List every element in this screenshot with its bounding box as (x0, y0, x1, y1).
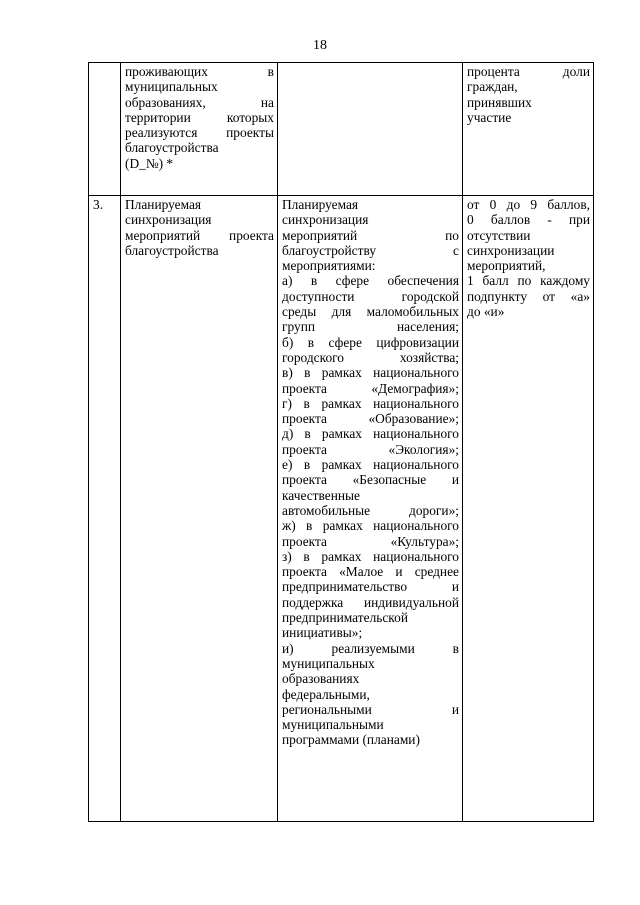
cell-text-line: е) в рамках национального (282, 457, 459, 473)
page-number: 18 (313, 38, 327, 53)
cell-text-line: доступности городской (282, 288, 459, 304)
cell-text-line: в) в рамках национального (282, 365, 459, 381)
cell-text-line: от 0 до 9 баллов, (467, 197, 590, 212)
cell-text-line: проекта «Безопасные и (282, 472, 459, 488)
table-row (89, 196, 594, 822)
cell-text-line: проекта «Экология»; (282, 441, 459, 457)
cell-text-line: ж) в рамках национального (282, 518, 459, 534)
criteria-table (88, 62, 594, 822)
cell-text-line: синхронизация (125, 212, 212, 228)
cell-text-line: мероприятий по (282, 227, 459, 243)
cell-text-line: г) в рамках национального (282, 395, 459, 411)
cell-text-line: Планируемая (125, 197, 202, 212)
cell-text-line: проекта «Культура»; (282, 533, 459, 549)
cell-text-line: благоустройства (125, 242, 219, 258)
cell-text-line: б) в сфере цифровизации (282, 334, 459, 350)
cell-text-line: муниципальными (282, 717, 384, 733)
cell-text-line: процента доли (467, 64, 590, 79)
cell-text-line: 0 баллов - при (467, 212, 590, 228)
criterion-cell (121, 63, 278, 196)
cell-text-line: проекта «Малое и среднее (282, 564, 459, 580)
cell-text-line: Планируемая (282, 197, 359, 212)
cell-text-line: федеральными, (282, 686, 370, 702)
table-row (89, 63, 594, 196)
cell-text-line: проживающих в (125, 64, 274, 79)
cell-text-line: 1 балл по каждому (467, 273, 590, 289)
score-cell (463, 63, 594, 196)
cell-text-line: подпункту от «а» (467, 288, 590, 304)
cell-text-line: среды для маломобильных (282, 304, 459, 320)
score-cell (463, 196, 594, 822)
criterion-cell (121, 196, 278, 822)
cell-text-line: городского хозяйства; (282, 349, 459, 365)
cell-text-line: мероприятий проекта (125, 227, 274, 243)
cell-text-line: автомобильные дороги»; (282, 502, 459, 518)
cell-text-line: мероприятиями: (282, 258, 376, 274)
cell-text-line: а) в сфере обеспечения (282, 273, 459, 289)
cell-text-line: качественные (282, 487, 360, 503)
cell-text-line: принявших (467, 94, 532, 110)
cell-text-line: региональными и (282, 701, 459, 717)
cell-text-line: образованиях, на (125, 94, 274, 110)
cell-text-line: до «и» (467, 304, 505, 320)
cell-text-line: синхронизация (282, 212, 369, 228)
cell-text-line: мероприятий, (467, 258, 546, 274)
row-number-cell (89, 196, 121, 822)
cell-text-line: отсутствии (467, 227, 531, 243)
cell-text-line: предпринимательской (282, 610, 408, 626)
description-cell (278, 196, 463, 822)
cell-text-line: реализуются проекты (125, 125, 274, 141)
cell-text-line: з) в рамках национального (282, 548, 459, 564)
cell-text-line: муниципальных (125, 79, 218, 95)
cell-text-line: проекта «Образование»; (282, 411, 459, 427)
cell-text-line: и) реализуемыми в (282, 640, 459, 656)
row-number-cell (89, 63, 121, 196)
cell-text-line: д) в рамках национального (282, 426, 459, 442)
cell-text-line: территории которых (125, 109, 274, 125)
cell-text-line: граждан, (467, 79, 518, 95)
cell-text-line: предпринимательство и (282, 579, 459, 595)
cell-text-line: участие (467, 109, 512, 125)
cell-text-line: проекта «Демография»; (282, 380, 459, 396)
cell-text-line: образованиях (282, 671, 360, 687)
cell-text-line: благоустройству с (282, 242, 459, 258)
row-number: 3. (93, 197, 104, 212)
cell-text-line: поддержка индивидуальной (282, 594, 459, 610)
cell-text-line: инициативы»; (282, 625, 363, 641)
cell-text-line: муниципальных (282, 655, 375, 671)
cell-text-line: синхронизации (467, 242, 555, 258)
cell-text-line: (D_№) * (125, 155, 174, 171)
description-cell (278, 63, 463, 196)
cell-text-line: благоустройства (125, 140, 219, 156)
cell-text-line: программами (планами) (282, 732, 420, 748)
cell-text-line: групп населения; (282, 319, 459, 335)
